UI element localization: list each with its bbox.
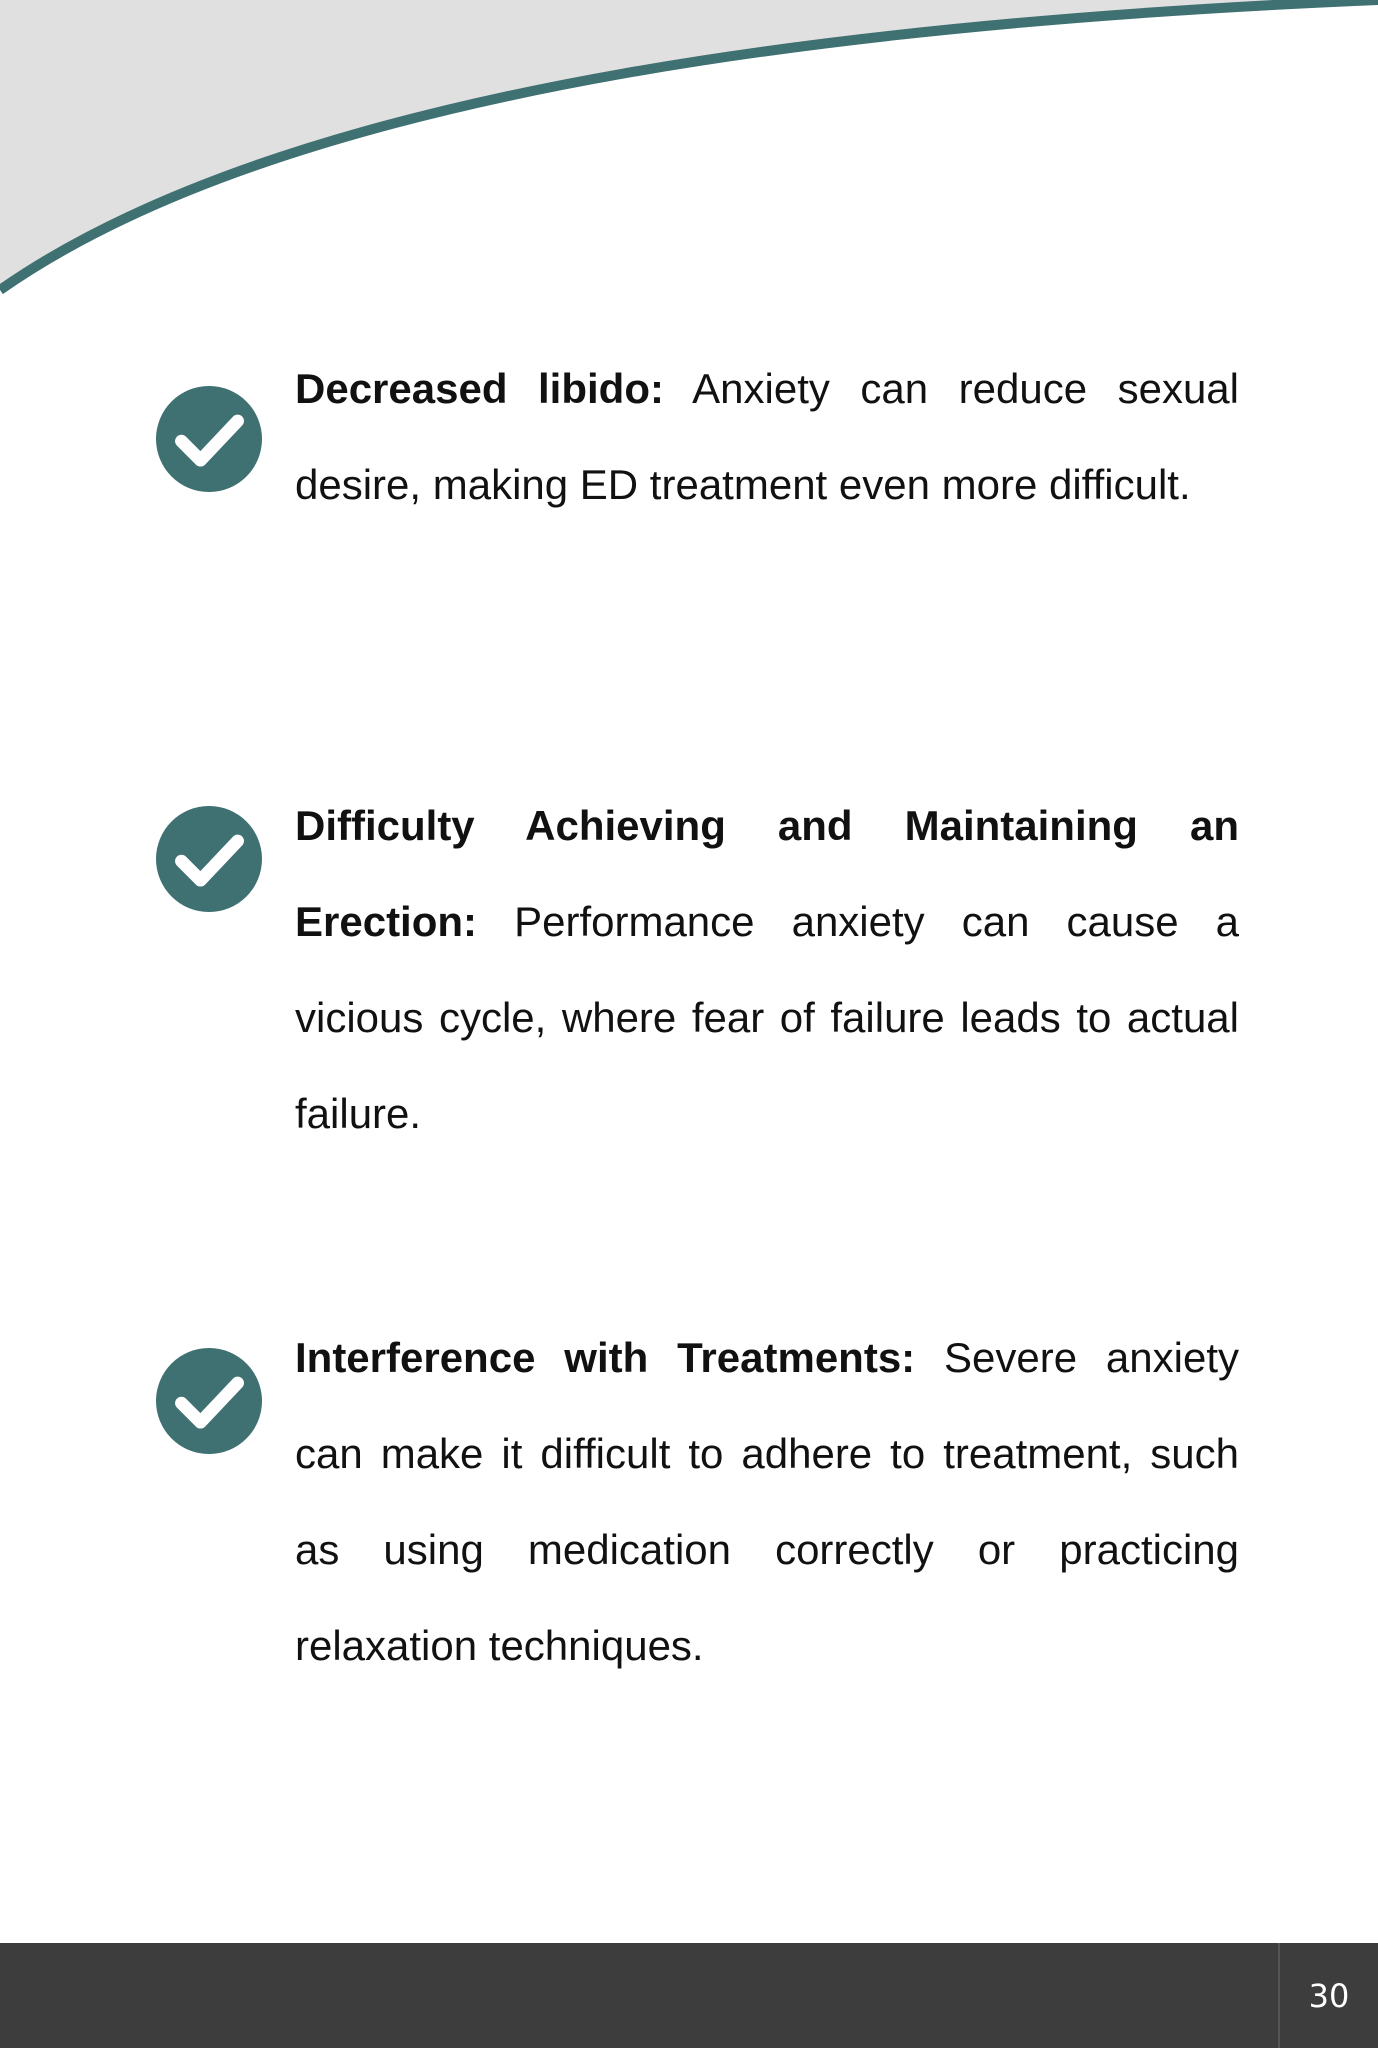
bullet-item-body: Performance anxiety can cause a vicious cycle, where fear of failure leads to actual failure. xyxy=(295,898,1239,1137)
bullet-item-text xyxy=(295,778,1239,1162)
page-number: 30 xyxy=(1278,1943,1378,2048)
header-swoosh-decoration xyxy=(0,0,1378,300)
bullet-item-title: Difficulty Achieving and Maintaining an Erection: xyxy=(295,802,1239,945)
check-circle-icon xyxy=(156,1348,262,1454)
bullet-item-text xyxy=(295,1310,1239,1694)
bullet-item-title: Interference with Treatments: xyxy=(295,1334,916,1381)
bullet-item-body: Severe anxiety can make it difficult to adhere to treatment, such as using medication correctly or practicing relaxation techniques. xyxy=(295,1334,1239,1669)
footer-bar xyxy=(0,1943,1378,2048)
check-circle-icon xyxy=(156,386,262,492)
bullet-item-title: Decreased libido: xyxy=(295,365,664,412)
bullet-item-body: Anxiety can reduce sexual desire, making ED treatment even more difficult. xyxy=(295,365,1240,508)
bullet-item-text xyxy=(295,341,1239,533)
check-circle-icon xyxy=(156,806,262,912)
